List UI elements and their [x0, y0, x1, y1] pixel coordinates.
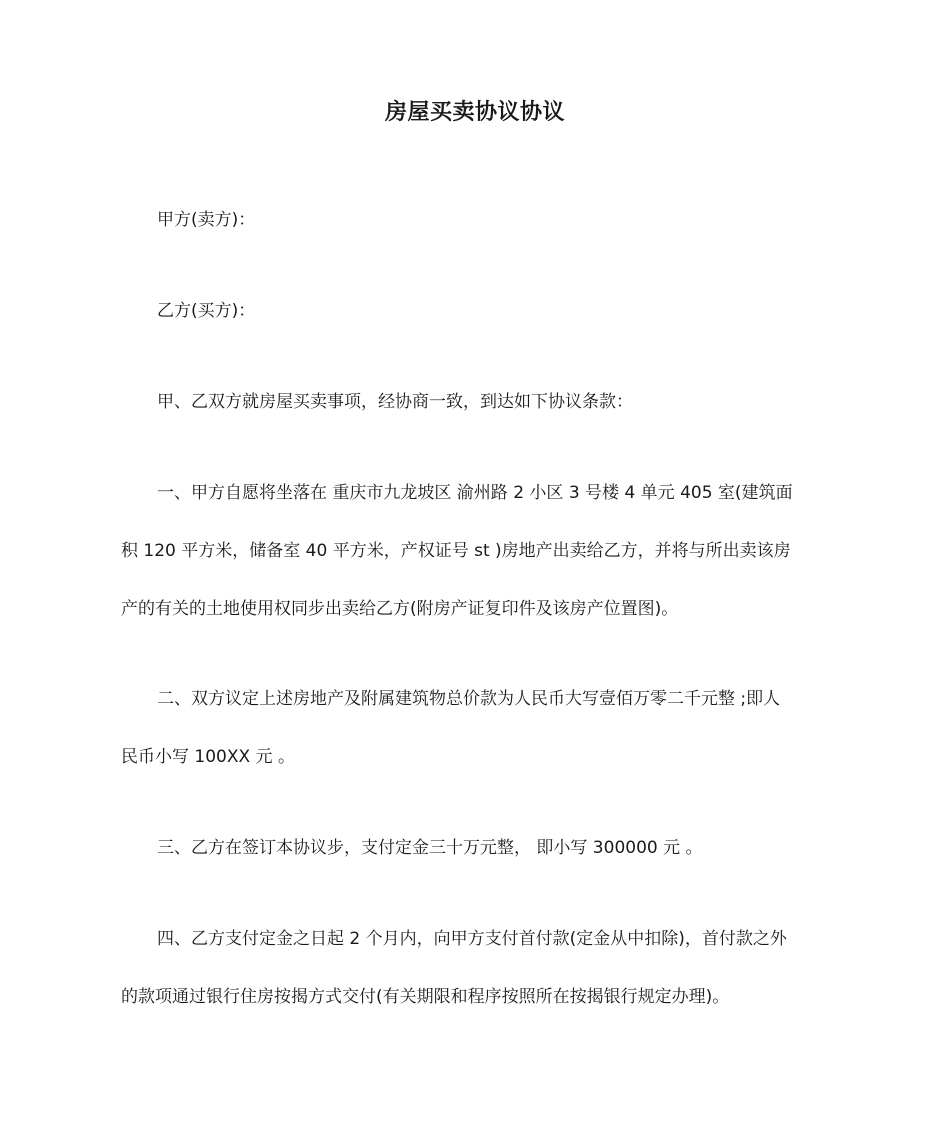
party-b-line: [121, 282, 831, 340]
party-b-text: 乙方(买方)：: [157, 301, 256, 321]
clause-1-paragraph: [121, 464, 831, 638]
clause-3-text: 三、乙方在签订本协议步，支付定金三十万元整， 即小写 300000 元 。: [157, 838, 703, 858]
party-a-line: [121, 191, 831, 249]
clause-2-line-1: 二、双方议定上述房地产及附属建筑物总价款为人民币大写壹佰万零二千元整 ;即人: [157, 689, 781, 709]
clause-4-paragraph: [121, 910, 831, 1026]
clause-1-line-2: 积 120 平方米，储备室 40 平方米，产权证号 st )房地产出卖给乙方，并将与所出卖该房: [121, 541, 791, 561]
clause-4-line-1: 四、乙方支付定金之日起 2 个月内，向甲方支付首付款(定金从中扣除)，首付款之外: [157, 929, 787, 949]
clause-3-paragraph: [121, 819, 831, 877]
clause-2-paragraph: [121, 670, 831, 786]
party-a-text: 甲方(卖方)：: [157, 210, 256, 230]
intro-paragraph: [121, 373, 831, 431]
clause-4-line-2: 的款项通过银行住房按揭方式交付(有关期限和程序按照所在按揭银行规定办理)。: [121, 987, 730, 1007]
document-title: 房屋买卖协议协议: [384, 100, 565, 125]
clause-1-line-1: 一、甲方自愿将坐落在 重庆市九龙坡区 渝州路 2 小区 3 号楼 4 单元 405 室(建筑面: [157, 483, 793, 503]
clause-2-line-2: 民币小写 100XX 元 。: [121, 747, 295, 767]
intro-text: 甲、乙双方就房屋买卖事项，经协商一致，到达如下协议条款：: [157, 392, 633, 412]
clause-1-line-3: 产的有关的土地使用权同步出卖给乙方(附房产证复印件及该房产位置图)。: [121, 599, 679, 619]
